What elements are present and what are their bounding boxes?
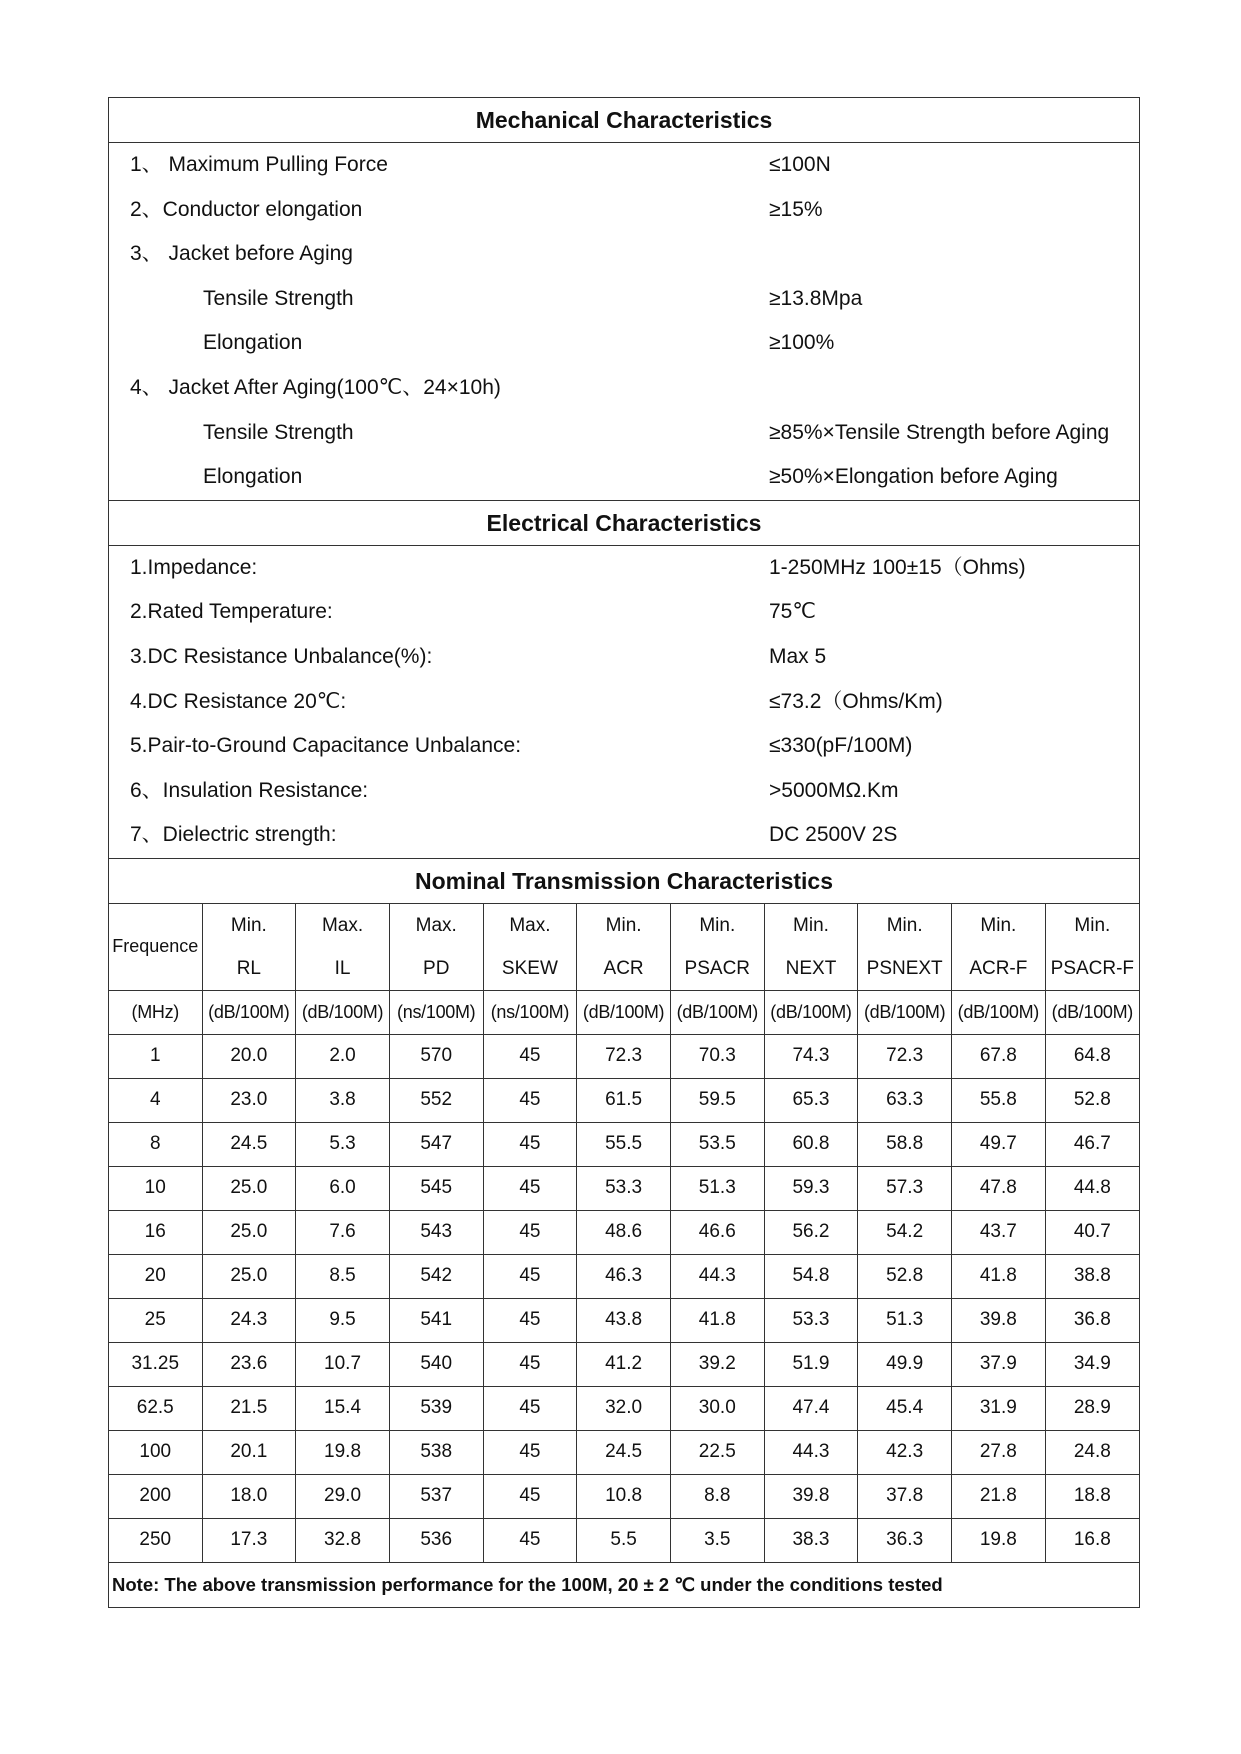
electrical-row-label: 7、Dielectric strength: — [130, 823, 337, 847]
table-cell: 9.5 — [296, 1298, 390, 1342]
table-cell: 5.5 — [577, 1518, 671, 1562]
table-cell: 46.3 — [577, 1254, 671, 1298]
electrical-row — [109, 680, 1139, 725]
column-limit: Min. — [886, 914, 923, 936]
column-param: PSACR — [684, 957, 751, 979]
electrical-row-label: 4.DC Resistance 20℃: — [130, 689, 347, 713]
mechanical-row — [109, 188, 1139, 233]
table-cell: 6.0 — [296, 1166, 390, 1210]
table-unit-row — [109, 990, 1139, 1034]
table-cell: 61.5 — [577, 1078, 671, 1122]
electrical-row-value: >5000MΩ.Km — [769, 778, 899, 802]
table-row — [109, 1210, 1139, 1254]
table-cell: 46.7 — [1045, 1122, 1139, 1166]
mechanical-title: Mechanical Characteristics — [109, 98, 1139, 143]
table-cell: 38.3 — [764, 1518, 858, 1562]
frequency-header: Frequence — [109, 904, 202, 991]
table-cell: 40.7 — [1045, 1210, 1139, 1254]
column-header — [577, 904, 671, 991]
column-param: RL — [236, 957, 261, 979]
table-cell: 20.0 — [202, 1034, 296, 1078]
column-header — [858, 904, 952, 991]
electrical-row-value: 1-250MHz 100±15（Ohms) — [769, 555, 1026, 579]
transmission-note: Note: The above transmission performance for the 100M, 20 ± 2 ℃ under the conditions tested — [109, 1562, 1139, 1607]
table-row — [109, 1518, 1139, 1562]
column-header — [483, 904, 577, 991]
frequency-cell: 4 — [109, 1078, 202, 1122]
electrical-title: Electrical Characteristics — [109, 501, 1139, 546]
table-cell: 25.0 — [202, 1166, 296, 1210]
column-header — [202, 904, 296, 991]
transmission-table — [109, 904, 1139, 1562]
table-cell: 45 — [483, 1430, 577, 1474]
table-cell: 24.8 — [1045, 1430, 1139, 1474]
table-cell: 42.3 — [858, 1430, 952, 1474]
frequency-cell: 62.5 — [109, 1386, 202, 1430]
mechanical-row-value: ≥85%×Tensile Strength before Aging — [769, 420, 1110, 444]
table-cell: 72.3 — [858, 1034, 952, 1078]
table-cell: 45 — [483, 1386, 577, 1430]
table-cell: 36.3 — [858, 1518, 952, 1562]
table-cell: 552 — [389, 1078, 483, 1122]
column-param: NEXT — [785, 957, 837, 979]
mechanical-row-label: Elongation — [203, 465, 303, 489]
column-header — [1045, 904, 1139, 991]
table-cell: 19.8 — [952, 1518, 1046, 1562]
electrical-row-value: Max 5 — [769, 644, 827, 668]
table-cell: 54.8 — [764, 1254, 858, 1298]
table-row — [109, 1474, 1139, 1518]
table-cell: 547 — [389, 1122, 483, 1166]
table-cell: 60.8 — [764, 1122, 858, 1166]
table-cell: 21.5 — [202, 1386, 296, 1430]
table-cell: 39.8 — [764, 1474, 858, 1518]
table-cell: 49.7 — [952, 1122, 1046, 1166]
frequency-cell: 16 — [109, 1210, 202, 1254]
table-cell: 32.0 — [577, 1386, 671, 1430]
electrical-row — [109, 813, 1139, 858]
table-cell: 37.8 — [858, 1474, 952, 1518]
column-header — [952, 904, 1046, 991]
electrical-row — [109, 635, 1139, 680]
column-unit: (ns/100M) — [483, 990, 577, 1034]
column-limit: Min. — [1074, 914, 1111, 936]
mechanical-row-value: ≥15% — [769, 197, 823, 221]
table-row — [109, 1342, 1139, 1386]
transmission-title: Nominal Transmission Characteristics — [109, 859, 1139, 904]
table-row — [109, 1122, 1139, 1166]
table-cell: 59.3 — [764, 1166, 858, 1210]
table-cell: 17.3 — [202, 1518, 296, 1562]
table-cell: 3.8 — [296, 1078, 390, 1122]
table-cell: 44.3 — [764, 1430, 858, 1474]
table-row — [109, 1298, 1139, 1342]
table-cell: 56.2 — [764, 1210, 858, 1254]
table-cell: 22.5 — [670, 1430, 764, 1474]
table-cell: 32.8 — [296, 1518, 390, 1562]
table-cell: 67.8 — [952, 1034, 1046, 1078]
table-cell: 53.3 — [764, 1298, 858, 1342]
electrical-row — [109, 590, 1139, 635]
electrical-row — [109, 546, 1139, 591]
mechanical-row — [109, 455, 1139, 500]
table-cell: 24.5 — [202, 1122, 296, 1166]
table-cell: 7.6 — [296, 1210, 390, 1254]
column-unit: (dB/100M) — [202, 990, 296, 1034]
table-cell: 45 — [483, 1298, 577, 1342]
table-cell: 28.9 — [1045, 1386, 1139, 1430]
column-limit: Min. — [605, 914, 642, 936]
electrical-row-label: 6、Insulation Resistance: — [130, 778, 369, 802]
table-row — [109, 1386, 1139, 1430]
table-cell: 64.8 — [1045, 1034, 1139, 1078]
frequency-cell: 1 — [109, 1034, 202, 1078]
column-limit: Min. — [699, 914, 736, 936]
table-cell: 36.8 — [1045, 1298, 1139, 1342]
mechanical-row-label: 4、 Jacket After Aging(100℃、24×10h) — [130, 375, 501, 399]
electrical-row-value: DC 2500V 2S — [769, 823, 898, 847]
table-cell: 45.4 — [858, 1386, 952, 1430]
table-cell: 25.0 — [202, 1254, 296, 1298]
frequency-cell: 200 — [109, 1474, 202, 1518]
table-cell: 53.5 — [670, 1122, 764, 1166]
mechanical-section — [109, 143, 1139, 501]
table-cell: 45 — [483, 1474, 577, 1518]
table-cell: 45 — [483, 1166, 577, 1210]
mechanical-row-value: ≤100N — [769, 153, 831, 176]
table-cell: 34.9 — [1045, 1342, 1139, 1386]
electrical-row — [109, 724, 1139, 769]
table-cell: 24.3 — [202, 1298, 296, 1342]
column-param: IL — [334, 957, 351, 979]
column-unit: (dB/100M) — [296, 990, 390, 1034]
table-header-row — [109, 904, 1139, 991]
table-cell: 542 — [389, 1254, 483, 1298]
mechanical-row-value: ≥13.8Mpa — [769, 286, 863, 310]
electrical-row-value: 75℃ — [769, 600, 816, 624]
frequency-unit: (MHz) — [109, 990, 202, 1034]
mechanical-row-label: 2、Conductor elongation — [130, 197, 363, 221]
table-cell: 5.3 — [296, 1122, 390, 1166]
table-cell: 45 — [483, 1518, 577, 1562]
column-unit: (dB/100M) — [670, 990, 764, 1034]
electrical-row-value: ≤73.2（Ohms/Km) — [769, 689, 943, 713]
column-unit: (ns/100M) — [389, 990, 483, 1034]
table-cell: 45 — [483, 1210, 577, 1254]
table-row — [109, 1166, 1139, 1210]
mechanical-row-label: 3、 Jacket before Aging — [130, 242, 353, 266]
table-cell: 570 — [389, 1034, 483, 1078]
table-cell: 8.5 — [296, 1254, 390, 1298]
table-row — [109, 1078, 1139, 1122]
column-unit: (dB/100M) — [952, 990, 1046, 1034]
table-cell: 16.8 — [1045, 1518, 1139, 1562]
table-cell: 10.7 — [296, 1342, 390, 1386]
column-param: PSACR-F — [1050, 957, 1135, 979]
table-cell: 43.7 — [952, 1210, 1046, 1254]
table-cell: 51.3 — [858, 1298, 952, 1342]
table-cell: 543 — [389, 1210, 483, 1254]
electrical-row-value: ≤330(pF/100M) — [769, 734, 913, 758]
column-unit: (dB/100M) — [577, 990, 671, 1034]
mechanical-row — [109, 366, 1139, 411]
table-cell: 47.4 — [764, 1386, 858, 1430]
table-cell: 63.3 — [858, 1078, 952, 1122]
table-cell: 37.9 — [952, 1342, 1046, 1386]
table-cell: 20.1 — [202, 1430, 296, 1474]
frequency-cell: 100 — [109, 1430, 202, 1474]
table-cell: 19.8 — [296, 1430, 390, 1474]
frequency-cell: 8 — [109, 1122, 202, 1166]
column-limit: Max. — [321, 914, 364, 936]
mechanical-row-label: Tensile Strength — [203, 420, 354, 444]
table-cell: 51.9 — [764, 1342, 858, 1386]
table-cell: 539 — [389, 1386, 483, 1430]
table-cell: 30.0 — [670, 1386, 764, 1430]
table-cell: 44.3 — [670, 1254, 764, 1298]
table-cell: 48.6 — [577, 1210, 671, 1254]
table-cell: 21.8 — [952, 1474, 1046, 1518]
table-cell: 39.2 — [670, 1342, 764, 1386]
table-cell: 45 — [483, 1342, 577, 1386]
table-cell: 52.8 — [1045, 1078, 1139, 1122]
table-cell: 52.8 — [858, 1254, 952, 1298]
table-row — [109, 1430, 1139, 1474]
table-cell: 45 — [483, 1254, 577, 1298]
table-cell: 45 — [483, 1034, 577, 1078]
table-cell: 538 — [389, 1430, 483, 1474]
table-cell: 18.0 — [202, 1474, 296, 1518]
electrical-row-label: 2.Rated Temperature: — [130, 600, 333, 624]
frequency-cell: 10 — [109, 1166, 202, 1210]
table-cell: 537 — [389, 1474, 483, 1518]
column-param: PD — [423, 957, 450, 979]
table-cell: 23.0 — [202, 1078, 296, 1122]
column-limit: Min. — [230, 914, 267, 936]
frequency-cell: 250 — [109, 1518, 202, 1562]
table-row — [109, 1254, 1139, 1298]
column-param: ACR-F — [969, 957, 1028, 979]
table-cell: 29.0 — [296, 1474, 390, 1518]
mechanical-row — [109, 232, 1139, 277]
table-cell: 545 — [389, 1166, 483, 1210]
table-cell: 27.8 — [952, 1430, 1046, 1474]
table-cell: 38.8 — [1045, 1254, 1139, 1298]
table-cell: 23.6 — [202, 1342, 296, 1386]
table-cell: 45 — [483, 1078, 577, 1122]
table-cell: 53.3 — [577, 1166, 671, 1210]
column-unit: (dB/100M) — [858, 990, 952, 1034]
table-cell: 18.8 — [1045, 1474, 1139, 1518]
spec-sheet — [108, 97, 1140, 1608]
table-cell: 24.5 — [577, 1430, 671, 1474]
column-header — [296, 904, 390, 991]
table-cell: 2.0 — [296, 1034, 390, 1078]
table-cell: 57.3 — [858, 1166, 952, 1210]
table-cell: 31.9 — [952, 1386, 1046, 1430]
table-cell: 54.2 — [858, 1210, 952, 1254]
column-param: ACR — [603, 957, 644, 979]
column-header — [670, 904, 764, 991]
mechanical-row-value: ≥100% — [769, 331, 835, 355]
table-cell: 59.5 — [670, 1078, 764, 1122]
electrical-row-label: 5.Pair-to-Ground Capacitance Unbalance: — [130, 734, 522, 758]
mechanical-row-label: Elongation — [203, 331, 303, 355]
table-cell: 55.8 — [952, 1078, 1046, 1122]
column-unit: (dB/100M) — [764, 990, 858, 1034]
mechanical-row — [109, 321, 1139, 366]
table-cell: 15.4 — [296, 1386, 390, 1430]
mechanical-row — [109, 411, 1139, 456]
frequency-cell: 31.25 — [109, 1342, 202, 1386]
frequency-cell: 25 — [109, 1298, 202, 1342]
table-cell: 44.8 — [1045, 1166, 1139, 1210]
table-cell: 49.9 — [858, 1342, 952, 1386]
mechanical-row-label: Tensile Strength — [203, 286, 354, 310]
table-cell: 25.0 — [202, 1210, 296, 1254]
column-param: PSNEXT — [866, 957, 943, 979]
table-cell: 65.3 — [764, 1078, 858, 1122]
mechanical-row-value: ≥50%×Elongation before Aging — [769, 465, 1058, 489]
table-cell: 10.8 — [577, 1474, 671, 1518]
table-cell: 45 — [483, 1122, 577, 1166]
table-cell: 39.8 — [952, 1298, 1046, 1342]
table-cell: 536 — [389, 1518, 483, 1562]
table-cell: 3.5 — [670, 1518, 764, 1562]
table-cell: 74.3 — [764, 1034, 858, 1078]
electrical-row-label: 1.Impedance: — [130, 555, 258, 579]
mechanical-row — [109, 143, 1139, 188]
column-header — [389, 904, 483, 991]
table-cell: 46.6 — [670, 1210, 764, 1254]
table-cell: 47.8 — [952, 1166, 1046, 1210]
table-cell: 43.8 — [577, 1298, 671, 1342]
table-cell: 55.5 — [577, 1122, 671, 1166]
column-limit: Max. — [415, 914, 457, 936]
mechanical-row — [109, 277, 1139, 322]
mechanical-row-label: 1、 Maximum Pulling Force — [130, 153, 388, 176]
electrical-section — [109, 546, 1139, 859]
column-limit: Min. — [793, 914, 829, 936]
table-cell: 41.2 — [577, 1342, 671, 1386]
table-cell: 8.8 — [670, 1474, 764, 1518]
column-unit: (dB/100M) — [1045, 990, 1139, 1034]
electrical-row-label: 3.DC Resistance Unbalance(%): — [130, 644, 433, 668]
table-cell: 41.8 — [670, 1298, 764, 1342]
table-cell: 70.3 — [670, 1034, 764, 1078]
table-cell: 41.8 — [952, 1254, 1046, 1298]
frequency-cell: 20 — [109, 1254, 202, 1298]
table-cell: 58.8 — [858, 1122, 952, 1166]
table-cell: 51.3 — [670, 1166, 764, 1210]
table-cell: 540 — [389, 1342, 483, 1386]
column-header — [764, 904, 858, 991]
electrical-row — [109, 769, 1139, 814]
table-row — [109, 1034, 1139, 1078]
column-limit: Max. — [509, 914, 551, 936]
column-limit: Min. — [980, 914, 1017, 936]
table-cell: 72.3 — [577, 1034, 671, 1078]
table-cell: 541 — [389, 1298, 483, 1342]
column-param: SKEW — [501, 957, 558, 979]
